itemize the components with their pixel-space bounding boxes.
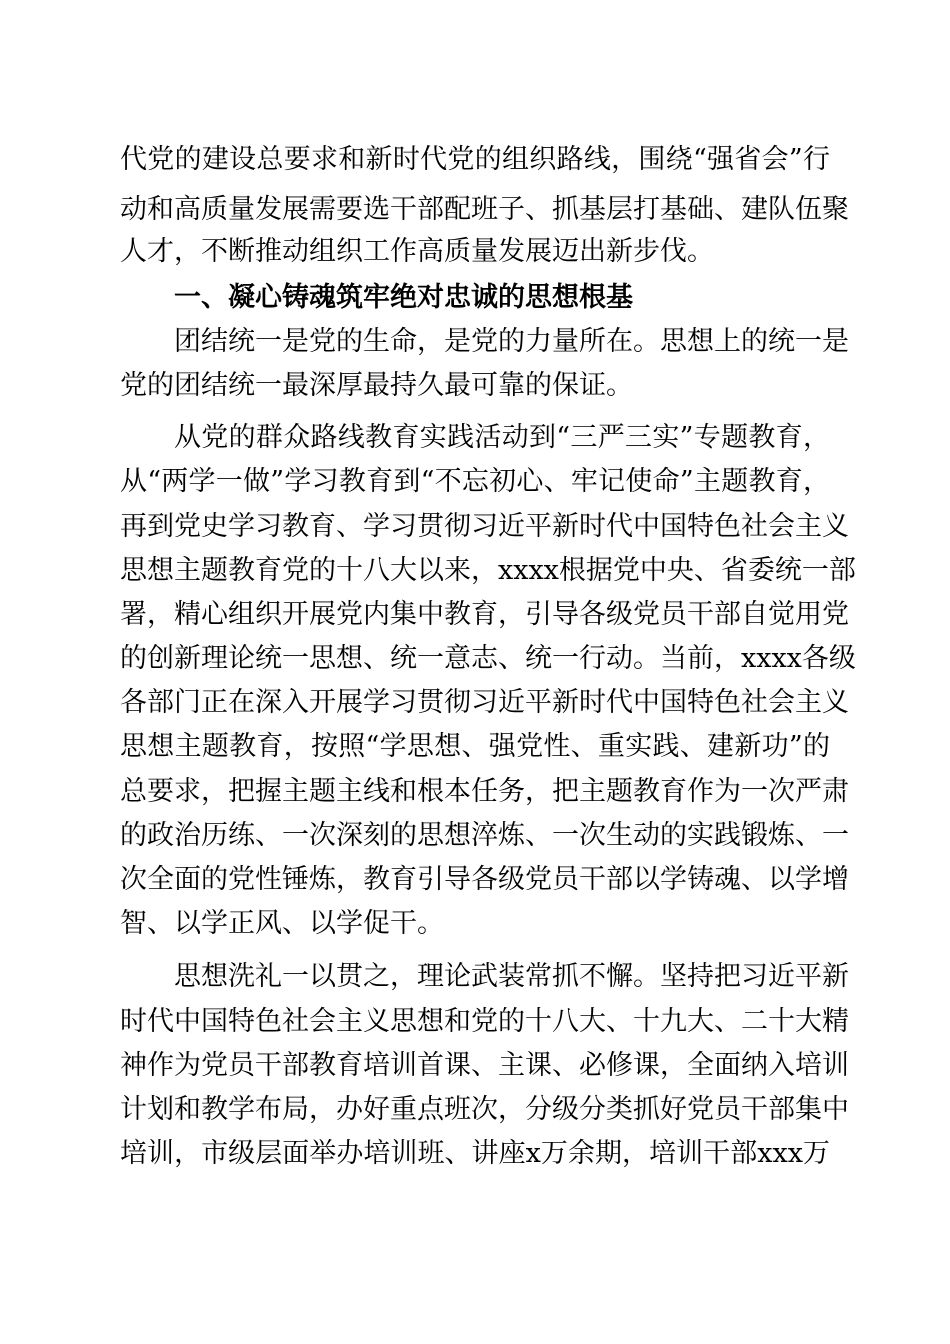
paragraph-line: 再到党史学习教育、学习贯彻习近平新时代中国特色社会主义 — [120, 511, 849, 542]
paragraph-line: 次全面的党性锤炼，教育引导各级党员干部以学铸魂、以学增 — [120, 864, 849, 895]
paragraph-line: 培训，市级层面举办培训班、讲座x万余期，培训干部xxx万 — [120, 1138, 830, 1169]
paragraph-line: 计划和教学布局，办好重点班次，分级分类抓好党员干部集中 — [120, 1094, 849, 1125]
paragraph-line: 各部门正在深入开展学习贯彻习近平新时代中国特色社会主义 — [120, 687, 849, 718]
paragraph-line: 从“两学一做”学习教育到“不忘初心、牢记使命”主题教育， — [120, 466, 830, 497]
paragraph-line: 思想主题教育党的十八大以来，xxxx根据党中央、省委统一部 — [120, 555, 856, 586]
section-heading: 一、凝心铸魂筑牢绝对忠诚的思想根基 — [174, 282, 633, 313]
paragraph-line: 党的团结统一最深厚最持久最可靠的保证。 — [120, 370, 633, 401]
paragraph-line: 时代中国特色社会主义思想和党的十八大、十九大、二十大精 — [120, 1006, 849, 1037]
paragraph-line: 从党的群众路线教育实践活动到“三严三实”专题教育， — [174, 422, 830, 453]
paragraph-line: 神作为党员干部教育培训首课、主课、必修课，全面纳入培训 — [120, 1050, 849, 1081]
paragraph-line: 思想洗礼一以贯之，理论武装常抓不懈。坚持把习近平新 — [174, 961, 849, 992]
paragraph-line: 智、以学正风、以学促干。 — [120, 908, 444, 939]
paragraph-line: 总要求，把握主题主线和根本任务，把主题教育作为一次严肃 — [120, 776, 849, 807]
paragraph-line: 的政治历练、一次深刻的思想淬炼、一次生动的实践锻炼、一 — [120, 820, 849, 851]
paragraph-line: 人才，不断推动组织工作高质量发展迈出新步伐。 — [120, 236, 714, 267]
paragraph-line: 动和高质量发展需要选干部配班子、抓基层打基础、建队伍聚 — [120, 194, 849, 225]
paragraph-line: 的创新理论统一思想、统一意志、统一行动。当前，xxxx各级 — [120, 643, 856, 674]
paragraph-line: 代党的建设总要求和新时代党的组织路线，围绕“强省会”行 — [120, 144, 830, 175]
paragraph-line: 思想主题教育，按照“学思想、强党性、重实践、建新功”的 — [120, 731, 830, 762]
paragraph-line: 团结统一是党的生命，是党的力量所在。思想上的统一是 — [174, 326, 849, 357]
paragraph-line: 署，精心组织开展党内集中教育，引导各级党员干部自觉用党 — [120, 599, 849, 630]
